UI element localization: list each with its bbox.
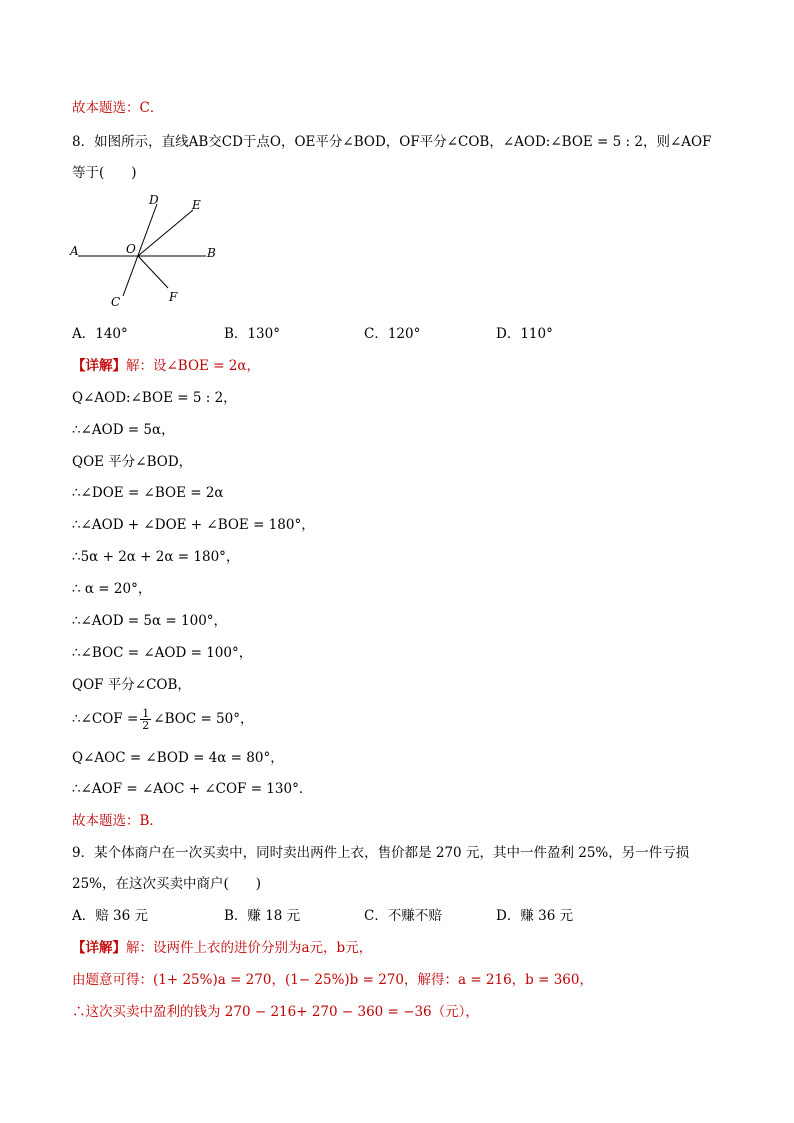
- option-c: C．不赚不赔: [364, 908, 442, 924]
- solution-line-7: ∴5α + 2α + 2α = 180°，: [72, 549, 240, 565]
- answer-line-7: [72, 98, 163, 118]
- label-f: F: [169, 290, 178, 304]
- option-b: B．130°: [224, 326, 280, 342]
- label-d: D: [149, 193, 159, 207]
- solution-9-line-2: 由题意可得：(1+ 25%)a = 270，(1− 25%)b = 270，解得：a = 216，b = 360，: [72, 972, 593, 988]
- eq-left: ∴∠COF =: [72, 711, 139, 727]
- eq-right: ∠BOC = 50°，: [153, 711, 254, 727]
- question-9-line-2: 25%，在这次买卖中商户( ): [72, 876, 262, 892]
- answer-line-8: [72, 811, 163, 831]
- option-b: B．赚 18 元: [224, 908, 301, 924]
- solution-line-11: QOF 平分∠COB，: [72, 677, 191, 693]
- option-d: D．赚 36 元: [496, 908, 574, 924]
- label-o: O: [126, 242, 136, 256]
- solution-line-5: ∴∠DOE = ∠BOE = 2α: [72, 485, 224, 501]
- fraction-half: [140, 708, 151, 731]
- solution-line-2: Q∠AOD:∠BOE = 5 : 2，: [72, 390, 237, 406]
- solution-line-14: ∴∠AOF = ∠AOC + ∠COF = 130°．: [72, 781, 313, 797]
- answer-text: 故本题选：B．: [72, 813, 163, 829]
- solution-line-1: [72, 356, 260, 376]
- solution-line-4: QOE 平分∠BOD，: [72, 454, 193, 470]
- solution-line-13: Q∠AOC = ∠BOD = 4α = 80°，: [72, 750, 284, 766]
- solution-line-9: ∴∠AOD = 5α = 100°，: [72, 613, 228, 629]
- label-e: E: [192, 198, 201, 212]
- question-9-line-1: 9．某个体商户在一次买卖中，同时卖出两件上衣，售价都是 270 元，其中一件盈利 25%，另一件亏损: [72, 845, 690, 861]
- question-8-line-2: 等于( ): [72, 165, 137, 181]
- option-c: C．120°: [364, 326, 421, 342]
- frac-denominator: 2: [142, 719, 150, 732]
- option-a: A．赔 36 元: [72, 908, 149, 924]
- question-8-line-1: 8．如图所示，直线AB交CD于点O，OE平分∠BOD，OF平分∠COB，∠AOD:∠BOE = 5 : 2，则∠AOF: [72, 134, 712, 150]
- ray-of: [138, 256, 168, 288]
- detail-text: 解：设∠BOE = 2α，: [126, 358, 261, 374]
- answer-text: 故本题选：C．: [72, 100, 164, 116]
- solution-line-12: [72, 708, 253, 731]
- option-a: A．140°: [72, 326, 128, 342]
- option-d: D．110°: [496, 326, 553, 342]
- detail-tag: 【详解】: [72, 940, 126, 956]
- label-c: C: [111, 295, 121, 309]
- detail-text: 解：设两件上衣的进价分别为a元，b元，: [126, 940, 373, 956]
- solution-9-line-3: ∴这次买卖中盈利的钱为 270 − 216+ 270 − 360 = −36（元），: [72, 1004, 479, 1020]
- detail-tag: 【详解】: [72, 358, 126, 374]
- solution-line-10: ∴∠BOC = ∠AOD = 100°，: [72, 645, 253, 661]
- angle-figure: [68, 188, 228, 316]
- solution-line-8: ∴ α = 20°，: [72, 581, 152, 597]
- solution-line-6: ∴∠AOD + ∠DOE + ∠BOE = 180°，: [72, 517, 315, 533]
- frac-numerator: 1: [142, 707, 150, 720]
- solution-line-3: ∴∠AOD = 5α，: [72, 422, 175, 438]
- label-a: A: [70, 244, 79, 258]
- solution-9-line-1: [72, 938, 372, 958]
- label-b: B: [207, 246, 216, 260]
